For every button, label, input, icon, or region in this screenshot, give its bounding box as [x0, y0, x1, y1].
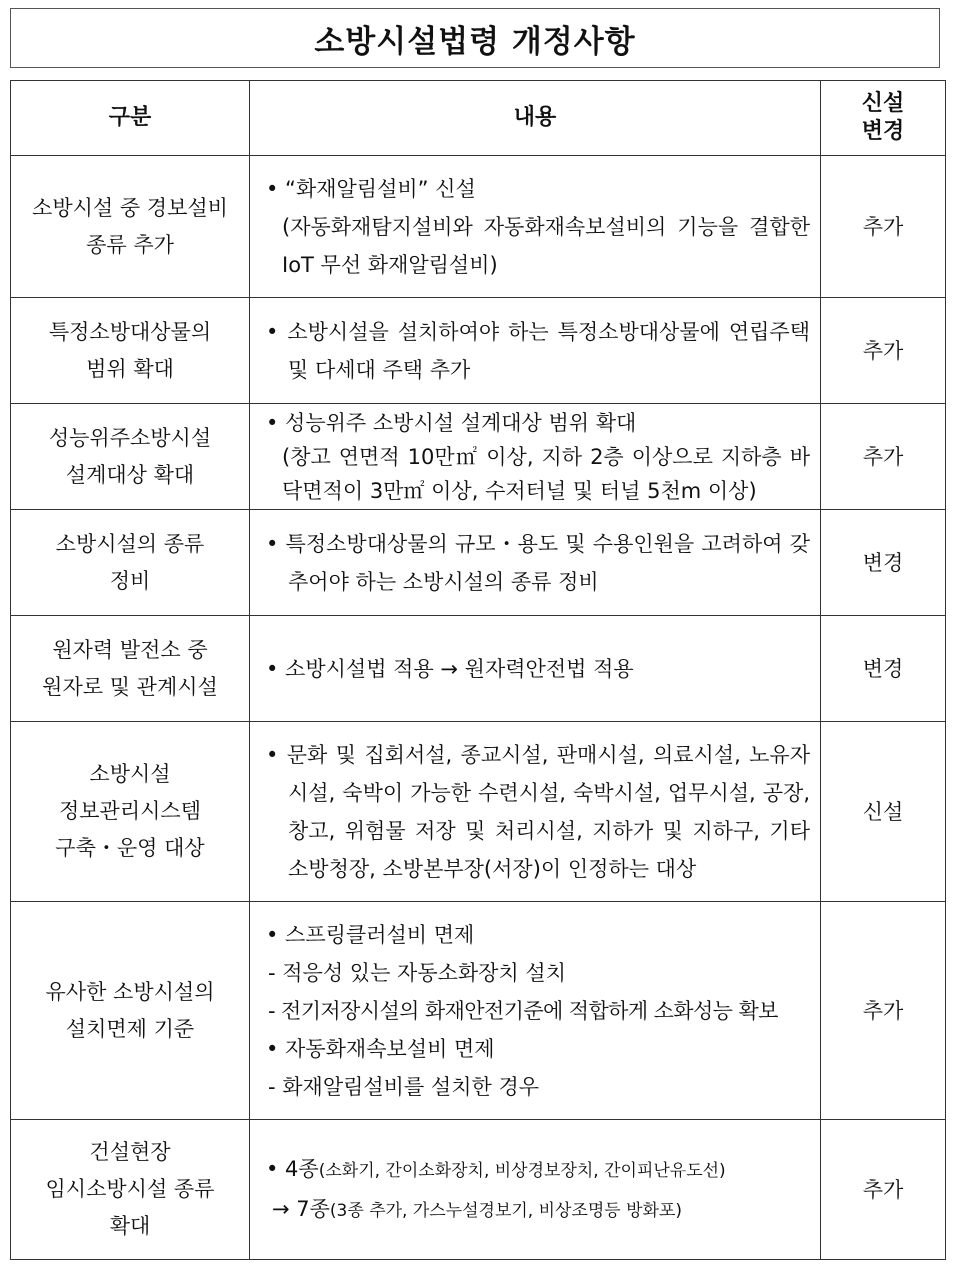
row-category — [11, 404, 250, 510]
content-item: • 스프링클러설비 면제 — [266, 922, 475, 947]
category-line: 임시소방시설 종류 — [45, 1177, 215, 1201]
row-category — [11, 1120, 250, 1260]
row-content — [250, 156, 821, 298]
table-row — [11, 156, 946, 298]
row-category — [11, 510, 250, 616]
content-note: (3종 추가, 가스누설경보기, 비상조명등 방화포) — [329, 1200, 683, 1221]
row-category — [11, 156, 250, 298]
row-type: 추가 — [821, 404, 946, 510]
page-title: 소방시설법령 개정사항 — [314, 23, 636, 60]
row-type: 변경 — [821, 510, 946, 616]
row-content — [250, 510, 821, 616]
header-type — [821, 81, 946, 156]
category-line: 원자력 발전소 중 — [52, 637, 208, 662]
table-row — [11, 722, 946, 902]
table-row — [11, 1120, 946, 1260]
table-row — [11, 616, 946, 722]
category-line: 성능위주소방시설 — [48, 425, 212, 450]
category-line: 정보관리시스템 — [58, 799, 201, 823]
category-line: 유사한 소방시설의 — [45, 979, 215, 1004]
header-category: 구분 — [11, 81, 250, 156]
table-row — [11, 298, 946, 404]
category-line: 확대 — [109, 1214, 151, 1238]
content-item: • 성능위주 소방시설 설계대상 범위 확대 — [266, 410, 637, 435]
content-note: (소화기, 간이소화장치, 비상경보장치, 간이피난유도선) — [318, 1160, 726, 1181]
content-subitem: - 전기저장시설의 화재안전기준에 적합하게 소화성능 확보 — [268, 998, 778, 1023]
category-line: 특정소방대상물의 — [48, 319, 212, 344]
row-content — [250, 404, 821, 510]
content-item: • 문화 및 집회서설, 종교시설, 판매시설, 의료시설, 노유자시설, 숙박이 가능한 수련시설, 숙박시설, 업무시설, 공장, 창고, 위험물 저장 및 처리시설, 지하가 및 지하구, 기타 소방청장, 소방본부장(서장)이 인정하는 대상 — [266, 742, 810, 881]
content-main: → 7종 — [272, 1196, 330, 1221]
category-line: 설치면제 기준 — [65, 1016, 195, 1041]
content-detail: (자동화재탐지설비와 자동화재속보설비의 기능을 결합한 IoT 무선 화재알림설비) — [282, 214, 810, 277]
row-type: 추가 — [821, 902, 946, 1120]
content-detail: (창고 연면적 10만㎡ 이상, 지하 2층 이상으로 지하층 바닥면적이 3만㎡ 이상, 수저터널 및 터널 5천m 이상) — [282, 444, 810, 503]
row-content — [250, 1120, 821, 1260]
category-line: 종류 추가 — [86, 232, 174, 257]
row-type: 변경 — [821, 616, 946, 722]
content-item: • “화재알림설비” 신설 — [266, 176, 476, 201]
content-item: • 자동화재속보설비 면제 — [266, 1036, 495, 1061]
content-main: • 4종 — [266, 1156, 319, 1181]
content-item — [250, 1150, 820, 1190]
row-category — [11, 616, 250, 722]
header-content: 내용 — [250, 81, 821, 156]
row-category — [11, 902, 250, 1120]
row-content — [250, 902, 821, 1120]
table-row — [11, 510, 946, 616]
amendment-table — [10, 80, 946, 1260]
content-subitem: - 화재알림설비를 설치한 경우 — [268, 1074, 540, 1099]
row-type: 신설 — [821, 722, 946, 902]
row-content — [250, 722, 821, 902]
row-content — [250, 298, 821, 404]
row-type: 추가 — [821, 298, 946, 404]
category-line: 구축・운영 대상 — [55, 836, 205, 860]
category-line: 소방시설 중 경보설비 — [32, 195, 228, 220]
row-content — [250, 616, 821, 722]
category-line: 원자로 및 관계시설 — [42, 674, 218, 699]
category-line: 건설현장 — [89, 1140, 171, 1164]
row-type: 추가 — [821, 1120, 946, 1260]
content-item — [250, 1190, 820, 1230]
table-row — [11, 902, 946, 1120]
category-line: 정비 — [109, 568, 151, 593]
category-line: 소방시설 — [89, 762, 171, 786]
row-type: 추가 — [821, 156, 946, 298]
row-category — [11, 722, 250, 902]
title-box — [10, 8, 940, 68]
content-item: • 소방시설법 적용 → 원자력안전법 적용 — [266, 656, 634, 681]
content-subitem: - 적응성 있는 자동소화장치 설치 — [268, 960, 566, 985]
header-type-line1: 신설 — [861, 91, 905, 116]
table-header-row — [11, 81, 946, 156]
category-line: 설계대상 확대 — [65, 462, 195, 487]
content-item: • 소방시설을 설치하여야 하는 특정소방대상물에 연립주택 및 다세대 주택 추가 — [266, 319, 810, 382]
row-category — [11, 298, 250, 404]
category-line: 소방시설의 종류 — [55, 531, 205, 556]
category-line: 범위 확대 — [86, 356, 174, 381]
content-item: • 특정소방대상물의 규모・용도 및 수용인원을 고려하여 갖추어야 하는 소방시설의 종류 정비 — [266, 531, 810, 594]
table-row — [11, 404, 946, 510]
header-type-line2: 변경 — [861, 119, 905, 144]
